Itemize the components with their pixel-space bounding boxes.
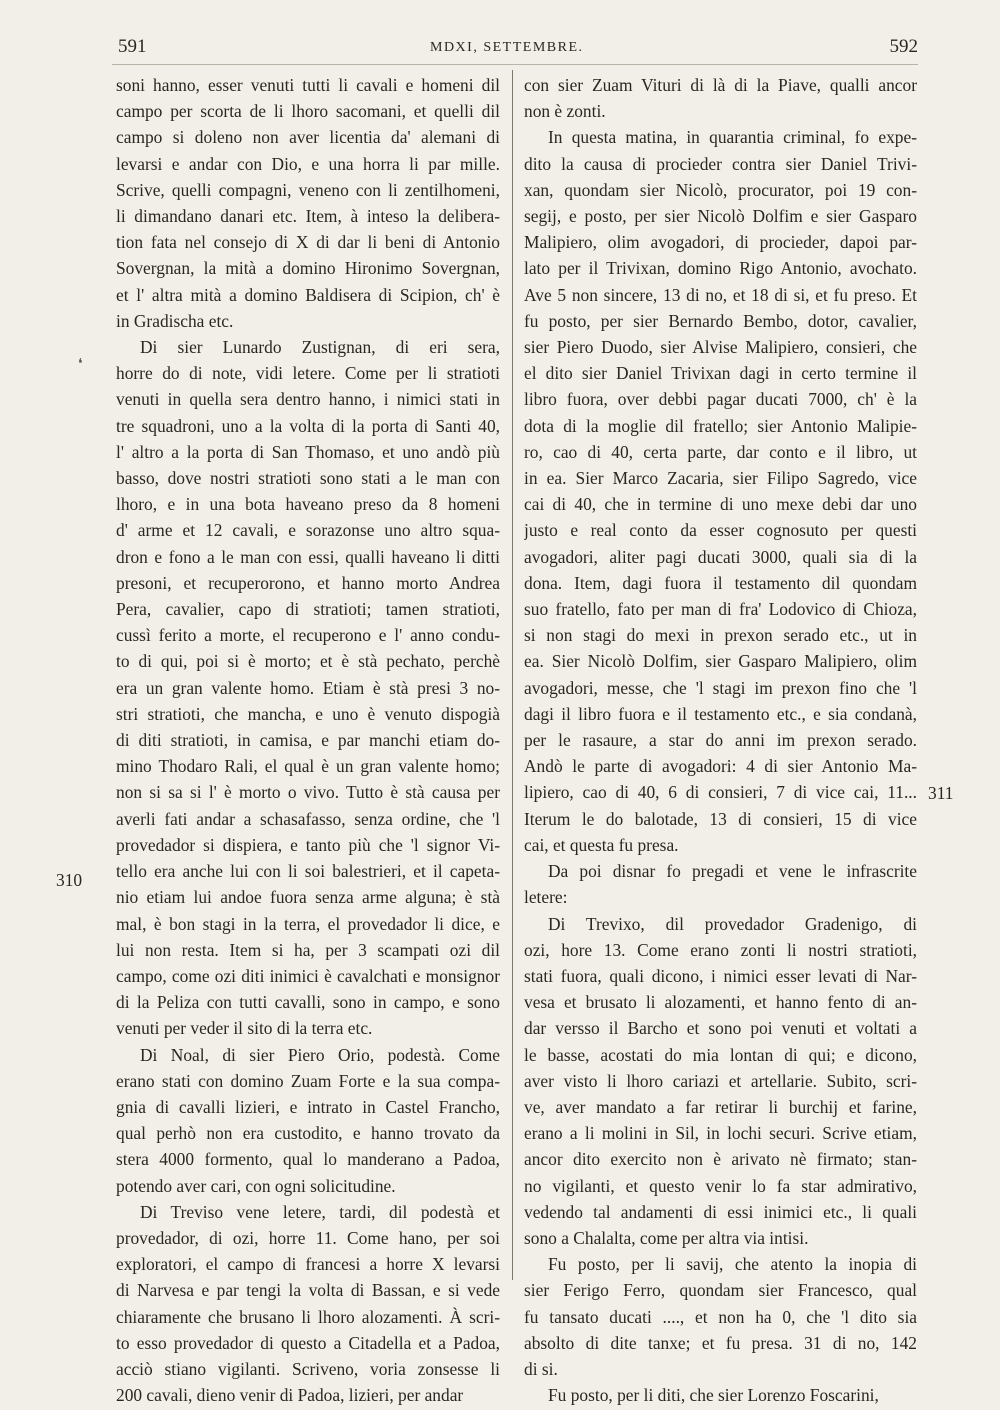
text-line: dar versso il Barcho et sono poi venuti et voltati a [524, 1018, 917, 1039]
text-line: campo si doleno non aver licentia da' alemani di [116, 127, 500, 148]
margin-number-left: 310 [56, 870, 83, 890]
text-line: Di sier Lunardo Zustignan, di eri sera, [140, 337, 500, 358]
text-line: vedendo tal andamenti di essi inimici etc., li quali [524, 1201, 917, 1222]
text-line: ancor dito exercito non è arivato nè firmato; stan- [524, 1149, 917, 1170]
text-line: non si sa si l' è morto o vivo. Tutto è stà causa per [116, 782, 500, 803]
text-line: Da poi disnar fo pregadi et vene le infrascrite [548, 861, 917, 882]
paragraph [524, 1382, 917, 1408]
text-line: dota di la moglie dil fratello; sier Antonio Malipie- [524, 415, 917, 436]
text-line: ve, aver mandato a far retirar li burchij et farine, [524, 1096, 917, 1117]
text-line: cai di 40, che in termine di uno mexe debi dar uno [524, 494, 917, 515]
paragraph [116, 1042, 500, 1199]
left-page-number: 591 [118, 36, 147, 57]
text-line: averli fati andar a schasafasso, senza ordine, che 'l [116, 808, 500, 829]
text-line: avogadori, aliter pagi ducati 3000, quali sia di la [524, 546, 917, 567]
left-column [116, 72, 500, 1408]
text-line: gnia di cavalli lizieri, e intrato in Castel Francho, [116, 1096, 500, 1117]
text-line: justo e real conto da esser cognosuto per questi [524, 520, 917, 541]
text-line: fu tansato ducati ...., et non ha 0, che 'l dito sia [524, 1306, 917, 1327]
text-line: chiaramente che brusano li lhoro alozamenti. À scri- [116, 1306, 500, 1327]
paragraph [524, 72, 917, 124]
text-line: erano a li molini in Sil, in lochi securi. Scrive etiam, [524, 1123, 917, 1144]
text-line: era un gran valente homo. Etiam è stà presi 3 no- [116, 677, 500, 698]
text-line: presoni, et recuperorono, et hanno morto Andrea [116, 572, 500, 593]
paragraph [116, 72, 500, 334]
text-line: ozi, hore 13. Come erano zonti li nostri stratioti, [524, 939, 917, 960]
text-line: segij, e posto, per sier Nicolò Dolfim e sier Gasparo [524, 206, 917, 227]
column-divider [512, 70, 513, 1280]
text-line: cussì ferito a morte, el recuperono e l' anno condu- [116, 625, 500, 646]
text-line: mal, è bon stagi in la terra, el provedador li dice, e [116, 913, 500, 934]
text-line: lhoro, e in una bota haveano preso da 8 homeni [116, 494, 500, 515]
text-line: ea. Sier Nicolò Dolfim, sier Gasparo Malipiero, olim [524, 651, 917, 672]
right-column [524, 72, 917, 1408]
text-line: sono a Chalalta, come per altra via intisi. [524, 1227, 809, 1248]
text-line: tre squadroni, uno a la volta di la porta di Santi 40, [116, 415, 500, 436]
paragraph [524, 858, 917, 910]
text-line: vesa et brusato li alozamenti, et hanno fento di an- [524, 992, 917, 1013]
text-line: provedador, di ozi, horre 11. Come hano, per soi [116, 1227, 500, 1248]
text-line: con sier Zuam Vituri di là di la Piave, qualli ancor [524, 75, 917, 95]
text-line: Di Trevixo, dil provedador Gradenigo, di [548, 913, 917, 934]
text-line: Pera, cavalier, capo di stratioti; tamen stratioti, [116, 599, 500, 620]
text-line: Scrive, quelli compagni, veneno con li zentilhomeni, [116, 179, 500, 200]
text-line: el dito sier Daniel Trivixan dagi in certo termine il [524, 363, 917, 384]
text-line: levarsi e andar con Dio, e una horra li par mille. [116, 153, 500, 174]
text-line: lato per il Trivixan, domino Rigo Antonio, avochato. [524, 258, 917, 279]
text-line: tello era anche lui con li soi balestrieri, et il capeta- [116, 861, 500, 882]
text-line: dito la causa di procieder contra sier Daniel Trivi- [524, 153, 917, 174]
text-line: lipiero, cao di 40, 6 di consieri, 7 di vice cai, 11... [524, 782, 917, 803]
text-line: to di qui, poi si è morto; et è stà pechato, perchè [116, 651, 500, 672]
paragraph [524, 1251, 917, 1382]
text-line: lui non resta. Item si ha, per 3 scampati ozi dil [116, 939, 500, 960]
text-line: libro fuora, over debbi pagar ducati 7000, ch' è la [524, 389, 917, 410]
paragraph [524, 124, 917, 858]
text-line: In questa matina, in quarantia criminal, fo expe- [548, 127, 917, 148]
margin-mark: ❛ [78, 357, 83, 372]
text-line: stati fuora, quali dicono, i nimici esser levati di Nar- [524, 965, 917, 986]
text-line: tion fata nel consejo di X di dar li beni di Antonio [116, 232, 500, 253]
text-line: avogadori, messe, che 'l stagi im prexon fino che 'l [524, 677, 917, 698]
text-line: di diti stratioti, in camisa, e par manchi etiam do- [116, 730, 500, 751]
text-line: Fu posto, per li diti, che sier Lorenzo Foscarini, [548, 1385, 879, 1406]
text-line: letere: [524, 887, 568, 908]
text-line: per le rasaure, a star do anni im prexon serado. [524, 730, 917, 751]
text-line: fu posto, per sier Bernardo Bembo, dotor, cavalier, [524, 310, 917, 331]
text-line: dagi il libro fuora e il testamento etc., e sia condanà, [524, 703, 917, 724]
text-line: di Narvesa e par tengi la volta di Bassan, e si vede [116, 1280, 500, 1301]
text-line: Ave 5 non sincere, 13 di no, et 18 di si, et fu preso. Et [524, 284, 917, 305]
text-line: Fu posto, per li savij, che atento la inopia di [548, 1254, 917, 1275]
right-page-number: 592 [889, 36, 918, 57]
text-line: acciò stiano vigilanti. Scriveno, voria zonsesse li [116, 1358, 500, 1379]
text-line: Malipiero, olim avogadori, di procieder, dapoi par- [524, 232, 917, 253]
text-line: 200 cavali, dieno venir di Padoa, lizieri, per andar [116, 1385, 464, 1406]
paragraph [524, 911, 917, 1252]
text-line: exploratori, el campo di francesi a horre X levarsi [116, 1254, 500, 1275]
text-line: li dimandano danari etc. Item, à inteso la delibera- [116, 206, 500, 227]
text-line: d' arme et 12 cavali, e sorazonse uno altro squa- [116, 520, 500, 541]
text-line: Iterum le do balotade, 13 di consieri, 15 di vice [524, 808, 917, 829]
text-line: le basse, acostati do mia lontan di qui; e dicono, [524, 1044, 917, 1065]
text-line: in ea. Sier Marco Zacaria, sier Filipo Sagredo, vice [524, 468, 917, 489]
text-line: Andò le parte di avogadori: 4 di sier Antonio Ma- [524, 756, 917, 777]
text-line: aver visto li lhoro cariazi et artellarie. Subito, scri- [524, 1070, 917, 1091]
text-line: venuti in quella sera dentro hanno, i nimici stati in [116, 389, 500, 410]
running-title: MDXI, SETTEMBRE. [430, 40, 584, 55]
text-line: suo fratello, fato per man di fra' Lodovico di Chioza, [524, 599, 917, 620]
text-line: sier Ferigo Ferro, quondam sier Francesco, qual [524, 1280, 917, 1301]
text-line: sier Piero Duodo, sier Alvise Malipiero, consieri, che [524, 337, 917, 358]
text-line: absolto di dite tanxe; et fu presa. 31 di no, 142 [524, 1332, 917, 1353]
text-line: to esso provedador di questo a Citadella et a Padoa, [116, 1332, 500, 1353]
text-line: ro, cao di 40, certa parte, dar conto e il libro, ut [524, 441, 917, 462]
text-line: erano stati con domino Zuam Forte e la sua compa- [116, 1070, 500, 1091]
text-line: et l' altra mità a domino Baldisera di Scipion, ch' è [116, 284, 500, 305]
text-line: mino Thodaro Rali, el qual è un gran valente homo; [116, 756, 500, 777]
text-line: no vigilanti, et questo venir lo fa star admirativo, [524, 1175, 917, 1196]
text-line: si non stagi do mexi in prexon serado etc., ut in [524, 625, 917, 646]
text-line: stri stratioti, che mancha, e uno è venuto dispogià [116, 703, 500, 724]
text-line: campo, come ozi diti inimici è cavalchati e monsignor [116, 965, 500, 986]
text-line: non è zonti. [524, 101, 606, 122]
text-line: xan, quondam sier Nicolò, procurator, poi 19 con- [524, 179, 917, 200]
text-line: Di Treviso vene letere, tardi, dil podestà et [140, 1201, 500, 1222]
text-line: di si. [524, 1358, 558, 1379]
margin-number-right: 311 [928, 783, 954, 803]
text-line: Sovergnan, la mità a domino Hironimo Sovergnan, [116, 258, 500, 279]
text-line: Di Noal, di sier Piero Orio, podestà. Come [140, 1044, 500, 1065]
text-line: in Gradischa etc. [116, 310, 234, 331]
text-line: cai, et questa fu presa. [524, 834, 679, 855]
text-line: l' altro a la porta di San Thomaso, et uno andò più [116, 441, 500, 462]
text-line: horre do di note, vidi letere. Come per li stratioti [116, 363, 500, 384]
paragraph [116, 1199, 500, 1409]
text-line: potendo aver cari, con ogni solicitudine. [116, 1175, 396, 1196]
text-line: provedador si dispiera, e tanto più che 'l signor Vi- [116, 834, 500, 855]
text-line: nio etiam lui andoe fuora senza arme alguna; è stà [116, 887, 500, 908]
text-line: venuti per veder il sito di la terra etc. [116, 1018, 373, 1039]
header-rule [112, 64, 918, 65]
text-line: campo per scorta de li lhoro sacomani, et quelli dil [116, 101, 500, 122]
text-line: dona. Item, dagi fuora il testamento dil quondam [524, 572, 917, 593]
text-line: soni hanno, esser venuti tutti li cavali e homeni dil [116, 75, 500, 95]
text-line: di la Peliza con tutti cavalli, sono in campo, e sono [116, 992, 500, 1013]
text-line: stera 4000 formento, qual lo manderano a Padoa, [116, 1149, 500, 1170]
text-line: qual perhò non era custodito, e hanno trovato da [116, 1123, 500, 1144]
text-line: dron e fono a le man con essi, qualli haveano li ditti [116, 546, 500, 567]
paragraph [116, 334, 500, 1041]
text-line: basso, dove nostri stratioti sono stati a le man con [116, 468, 500, 489]
